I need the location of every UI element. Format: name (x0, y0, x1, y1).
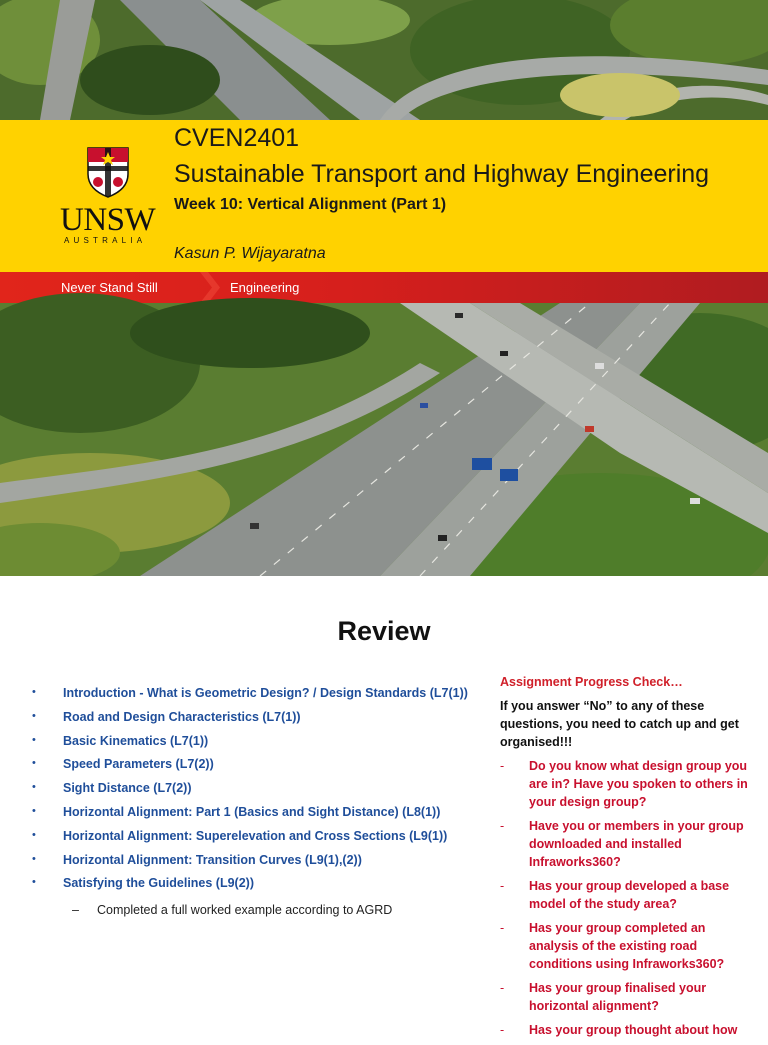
bullet-icon: • (32, 686, 36, 698)
review-slide (0, 576, 768, 1037)
course-code: CVEN2401 (174, 124, 300, 152)
list-item: • Introduction - What is Geometric Design? / Design Standards (L7(1)) (32, 686, 468, 700)
sub-list-item: – Completed a full worked example according to AGRD (72, 903, 393, 917)
dash-icon: - (500, 879, 505, 893)
dash-icon: - (500, 1023, 505, 1037)
bullet-icon: • (32, 781, 36, 794)
bullet-icon: • (32, 804, 36, 817)
dash-icon: – (72, 903, 79, 917)
question-item: - Has your group completed an analysis of the existing road conditions using Infraworks360? (500, 921, 725, 971)
dash-icon: - (500, 759, 505, 773)
highway-photo-bottom (0, 303, 768, 576)
bullet-icon: • (32, 828, 36, 841)
dash-icon: - (500, 981, 505, 995)
progress-check-intro: If you answer “No” to any of these questions, you need to catch up and get organised!!! (500, 699, 739, 749)
topic-list (32, 686, 492, 900)
list-item: • Horizontal Alignment: Transition Curves (L9(1),(2)) (32, 852, 362, 867)
bullet-icon: • (32, 876, 36, 889)
unsw-logo-subword: AUSTRALIA (64, 236, 147, 245)
question-item: - Have you or members in your group downloaded and installed Infraworks360? (500, 819, 744, 869)
list-item: • Sight Distance (L7(2)) (32, 781, 192, 796)
bullet-icon: • (32, 757, 36, 770)
list-item: • Speed Parameters (L7(2)) (32, 757, 214, 772)
list-item: • Road and Design Characteristics (L7(1)) (32, 709, 301, 724)
list-item: • Horizontal Alignment: Superelevation and Cross Sections (L9(1)) (32, 828, 448, 843)
week-title: Week 10: Vertical Alignment (Part 1) (174, 196, 447, 213)
author-name: Kasun P. Wijayaratna (174, 245, 326, 262)
dash-icon: - (500, 921, 505, 935)
progress-check-title: Assignment Progress Check… (500, 675, 683, 689)
bullet-icon: • (32, 733, 36, 746)
question-list (500, 757, 750, 1039)
question-item: - Do you know what design group you are in? Have you spoken to others in your design group? (500, 759, 748, 809)
list-item: • Basic Kinematics (L7(1)) (32, 733, 209, 748)
question-item: - Has your group finalised your horizontal alignment? (500, 981, 707, 1013)
list-item: • Horizontal Alignment: Part 1 (Basics and Sight Distance) (L8(1)) (32, 804, 441, 819)
bullet-icon: • (32, 709, 36, 722)
faculty-label: Engineering (230, 280, 300, 295)
dash-icon: - (500, 819, 505, 833)
highway-photo-top (0, 0, 768, 120)
unsw-crest-icon (86, 146, 130, 198)
question-item: - Has your group thought about how (500, 1023, 738, 1037)
review-title: Review (337, 616, 431, 646)
unsw-logo-word: UNSW (60, 202, 156, 238)
list-item: • Satisfying the Guidelines (L9(2)) (32, 876, 254, 891)
question-item: - Has your group developed a base model of the study area? (500, 879, 730, 911)
progress-check-panel (500, 675, 750, 1045)
tagline: Never Stand Still (61, 280, 158, 295)
bullet-icon: • (32, 852, 36, 865)
course-title: Sustainable Transport and Highway Engineering (174, 160, 710, 188)
